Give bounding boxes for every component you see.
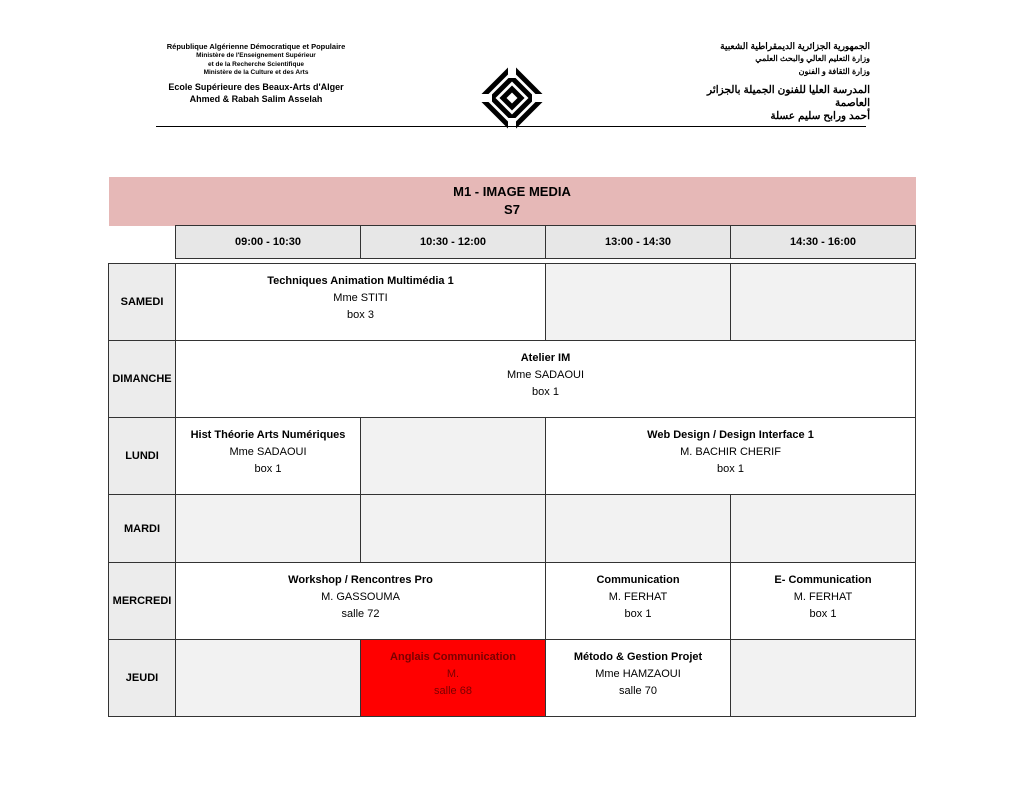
fr-school-name: Ecole Supérieure des Beaux-Arts d'Alger (168, 81, 344, 92)
day-label-jeudi: JEUDI (109, 640, 176, 717)
day-label-mercredi: MERCREDI (109, 563, 176, 640)
day-label-dimanche: DIMANCHE (109, 341, 176, 418)
schedule-title-band (109, 177, 916, 226)
course-title: Techniques Animation Multimédia 1 (267, 275, 454, 287)
time-slot-1: 09:00 - 10:30 (176, 226, 361, 259)
corner-cell (109, 226, 176, 259)
course-lundi-hist-theorie (176, 418, 361, 495)
course-teacher: M. GASSOUMA (321, 591, 400, 603)
fr-culture-line: Ministère de la Culture et des Arts (203, 69, 309, 76)
empty-slot (731, 495, 916, 563)
day-label-samedi: SAMEDI (109, 264, 176, 341)
empty-slot (731, 640, 916, 717)
course-lundi-web-design (546, 418, 916, 495)
course-room: box 1 (809, 608, 837, 620)
header-arabic-block (680, 40, 870, 123)
course-mercredi-communication (546, 563, 731, 640)
course-teacher: Mme HAMZAOUI (595, 668, 681, 680)
empty-slot (731, 264, 916, 341)
course-teacher: M. (446, 668, 460, 680)
course-teacher: Mme SADAOUI (229, 446, 307, 458)
course-room: box 1 (532, 386, 559, 398)
course-title: Web Design / Design Interface 1 (647, 429, 814, 441)
header-divider (156, 126, 866, 127)
kufic-square-logo-icon (478, 64, 546, 132)
course-room: box 1 (717, 463, 744, 475)
course-room: box 3 (347, 309, 374, 321)
empty-slot (546, 264, 731, 341)
ar-culture-line: وزارة الثقافة و الفنون (798, 67, 870, 76)
course-jeudi-metodo-gestion (546, 640, 731, 717)
course-samedi-techniques-animation (176, 264, 546, 341)
day-label-lundi: LUNDI (109, 418, 176, 495)
course-title: E- Communication (774, 574, 872, 586)
course-teacher: M. FERHAT (793, 591, 853, 603)
course-room: salle 72 (341, 608, 380, 620)
course-title: Workshop / Rencontres Pro (288, 574, 433, 586)
course-title: Communication (596, 574, 680, 586)
course-teacher: Mme SADAOUI (506, 369, 584, 381)
program-title: M1 - IMAGE MEDIA (453, 184, 571, 199)
header-french-block (150, 42, 362, 105)
fr-research-line: et de la Recherche Scientifique (207, 60, 305, 68)
empty-slot (176, 640, 361, 717)
course-title: Método & Gestion Projet (573, 651, 703, 663)
schedule-table (108, 177, 916, 717)
time-slot-3: 13:00 - 14:30 (546, 226, 731, 259)
empty-slot (361, 495, 546, 563)
empty-slot (546, 495, 731, 563)
course-title: Anglais Communication (390, 651, 516, 663)
fr-school-founders: Ahmed & Rabah Salim Asselah (189, 93, 323, 104)
course-room: salle 68 (434, 685, 472, 697)
day-label-mardi: MARDI (109, 495, 176, 563)
fr-republic-line: République Algérienne Démocratique et Populaire (166, 42, 346, 51)
course-dimanche-atelier (176, 341, 916, 418)
course-room: salle 70 (619, 685, 657, 697)
course-teacher: M. FERHAT (608, 591, 668, 603)
semester-label: S7 (504, 202, 520, 217)
course-title: Atelier IM (520, 352, 571, 364)
course-room: box 1 (624, 608, 652, 620)
time-slot-2: 10:30 - 12:00 (361, 226, 546, 259)
empty-slot (176, 495, 361, 563)
ar-school-name: المدرسة العليا للفنون الجميلة بالجزائر العاصمة (707, 84, 870, 109)
time-slot-4: 14:30 - 16:00 (731, 226, 916, 259)
course-teacher: Mme STITI (333, 292, 388, 304)
course-title: Hist Théorie Arts Numériques (190, 429, 346, 441)
fr-ministry-line: Ministère de l'Enseignement Supérieur (196, 52, 316, 59)
course-mercredi-e-communication (731, 563, 916, 640)
course-jeudi-anglais-highlighted (361, 640, 546, 717)
ar-ministry-line: وزارة التعليم العالي والبحث العلمي (755, 54, 870, 63)
ar-republic-line: الجمهورية الجزائرية الديمقراطية الشعبية (720, 41, 870, 51)
empty-slot (361, 418, 546, 495)
course-room: box 1 (254, 463, 282, 475)
course-teacher: M. BACHIR CHERIF (680, 446, 781, 458)
course-mercredi-workshop (176, 563, 546, 640)
ar-school-founders: أحمد ورابح سليم عسلة (770, 110, 870, 122)
